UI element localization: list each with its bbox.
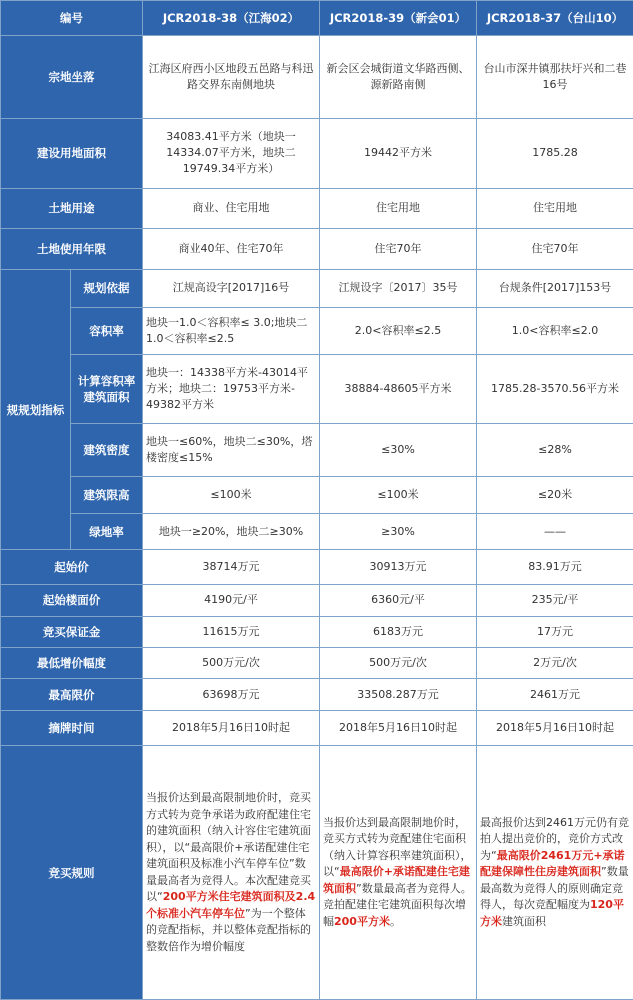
rules-col2-text [323, 815, 473, 931]
height-col1: ≤100米 [143, 476, 320, 513]
rules-col3-part3: 建筑面积 [502, 914, 546, 928]
usage-col1: 商业、住宅用地 [143, 188, 320, 229]
density-col3: ≤28% [477, 423, 633, 476]
location-col2: 新会区会城街道文华路西侧、源新路南侧 [320, 35, 477, 119]
deposit-col3: 17万元 [477, 616, 633, 648]
rules-col3 [477, 746, 633, 1000]
increment-col3: 2万元/次 [477, 648, 633, 679]
usage-col3: 住宅用地 [477, 188, 633, 229]
gfa-col2: 38884-48605平方米 [320, 354, 477, 423]
rules-col3-highlight2: 120平方米 [480, 898, 624, 928]
rules-col2-highlight1: 最高限价+承诺配建住宅建筑面积 [323, 865, 470, 895]
area-col1: 34083.41平方米（地块一14334.07平方米，地块二19749.34平方米） [143, 119, 320, 188]
density-col1: 地块一≤60%，地块二≤30%，塔楼密度≤15% [143, 423, 320, 476]
location-col1: 江海区府西小区地段五邑路与科迅路交界东南侧地块 [143, 35, 320, 119]
rules-col1-highlight: 200平方米住宅建筑面积及2.4个标准小汽车停车位 [146, 890, 316, 920]
green-col1: 地块一≥20%，地块二≥30% [143, 513, 320, 550]
deposit-col1: 11615万元 [143, 616, 320, 648]
label-rules: 竞买规则 [1, 746, 143, 1000]
rules-col2-part1: 当报价达到最高限制地价时，竞买方式转为竞配建住宅面积（纳入计算容积率建筑面积），以“ [323, 815, 472, 879]
rules-col1-part1: 当报价达到最高限制地价时，竞买方式转为竞争承诺为政府配建住宅的建筑面积（纳入计容住宅建筑面积），以“最高限价+承诺配建住宅建筑面积及标准小汽车停车位”数量最高者为竞得人。本次配建竞买以“ [146, 791, 311, 904]
max-price-col2: 33508.287万元 [320, 678, 477, 711]
label-floor-price: 起始楼面价 [1, 585, 143, 617]
row-area [1, 119, 633, 188]
rules-col2-highlight2: 200平方米 [334, 914, 390, 928]
label-gfa: 计算容积率建筑面积 [71, 354, 143, 423]
term-col1: 商业40年、住宅70年 [143, 229, 320, 270]
density-col2: ≤30% [320, 423, 477, 476]
header-label: 编号 [1, 1, 143, 36]
increment-col2: 500万元/次 [320, 648, 477, 679]
row-start-price [1, 550, 633, 585]
label-usage: 土地用途 [1, 188, 143, 229]
listing-time-col2: 2018年5月16日10时起 [320, 711, 477, 746]
basis-col3: 台规条件[2017]153号 [477, 270, 633, 308]
label-planning-group: 规规划指标 [1, 270, 71, 550]
label-listing-time: 摘牌时间 [1, 711, 143, 746]
label-planning-basis: 规划依据 [71, 270, 143, 308]
header-col-taiShan10: JCR2018-37（台山10） [477, 1, 633, 36]
basis-col2: 江规设字〔2017〕35号 [320, 270, 477, 308]
rules-col1-part2: ”为一个整体的竞配指标，并以整体竞配指标的整数倍作为增价幅度 [146, 906, 311, 953]
term-col2: 住宅70年 [320, 229, 477, 270]
header-col-jiangHai02: JCR2018-38（江海02） [143, 1, 320, 36]
row-far [1, 307, 633, 354]
label-max-price: 最高限价 [1, 678, 143, 711]
start-price-col3: 83.91万元 [477, 550, 633, 585]
location-col3: 台山市深井镇那扶圩兴和二巷16号 [477, 35, 633, 119]
usage-col2: 住宅用地 [320, 188, 477, 229]
label-deposit: 竞买保证金 [1, 616, 143, 648]
row-listing-time [1, 711, 633, 746]
rules-col1-text [146, 790, 316, 955]
floor-price-col2: 6360元/平 [320, 585, 477, 617]
row-rules [1, 746, 633, 1000]
area-col2: 19442平方米 [320, 119, 477, 188]
rules-col1 [143, 746, 320, 1000]
label-location: 宗地坐落 [1, 35, 143, 119]
row-planning-basis [1, 270, 633, 308]
row-deposit [1, 616, 633, 648]
green-col2: ≥30% [320, 513, 477, 550]
max-price-col1: 63698万元 [143, 678, 320, 711]
row-location [1, 35, 633, 119]
area-col3: 1785.28 [477, 119, 633, 188]
row-increment [1, 648, 633, 679]
term-col3: 住宅70年 [477, 229, 633, 270]
label-increment: 最低增价幅度 [1, 648, 143, 679]
listing-time-col3: 2018年5月16日10时起 [477, 711, 633, 746]
green-col3: —— [477, 513, 633, 550]
header-col-xinHui01: JCR2018-39（新会01） [320, 1, 477, 36]
row-max-price [1, 678, 633, 711]
label-density: 建筑密度 [71, 423, 143, 476]
rules-col2-part2: ”数量最高者为竞得人。竞拍配建住宅建筑面积每次增幅 [323, 881, 472, 928]
far-col2: 2.0<容积率≤2.5 [320, 307, 477, 354]
label-far: 容积率 [71, 307, 143, 354]
start-price-col1: 38714万元 [143, 550, 320, 585]
basis-col1: 江规高设字[2017]16号 [143, 270, 320, 308]
gfa-col3: 1785.28-3570.56平方米 [477, 354, 633, 423]
increment-col1: 500万元/次 [143, 648, 320, 679]
header-row [1, 1, 633, 36]
row-floor-price [1, 585, 633, 617]
label-start-price: 起始价 [1, 550, 143, 585]
deposit-col2: 6183万元 [320, 616, 477, 648]
rules-col3-highlight1: 最高限价2461万元+承诺配建保障性住房建筑面积 [480, 848, 625, 879]
row-green [1, 513, 633, 550]
far-col3: 1.0<容积率≤2.0 [477, 307, 633, 354]
row-usage [1, 188, 633, 229]
rules-col3-part1: 最高报价达到2461万元仍有竞拍人提出竞价的，竞价方式改为“ [480, 815, 629, 862]
height-col2: ≤100米 [320, 476, 477, 513]
floor-price-col3: 235元/平 [477, 585, 633, 617]
height-col3: ≤20米 [477, 476, 633, 513]
rules-col3-text [480, 815, 630, 931]
start-price-col2: 30913万元 [320, 550, 477, 585]
rules-col3-part2: ”数量最高数为竞得人的原则确定竞得人，每次竞配幅度为 [480, 865, 629, 912]
rules-col2-part3: 。 [389, 914, 401, 928]
row-term [1, 229, 633, 270]
rules-col2 [320, 746, 477, 1000]
floor-price-col1: 4190元/平 [143, 585, 320, 617]
max-price-col3: 2461万元 [477, 678, 633, 711]
row-gfa [1, 354, 633, 423]
label-green: 绿地率 [71, 513, 143, 550]
row-density [1, 423, 633, 476]
label-term: 土地使用年限 [1, 229, 143, 270]
far-col1: 地块一1.0＜容积率≤ 3.0;地块二1.0＜容积率≤2.5 [143, 307, 320, 354]
label-area: 建设用地面积 [1, 119, 143, 188]
gfa-col1: 地块一：14338平方米-43014平方米；地块二：19753平方米- 49382平方米 [143, 354, 320, 423]
row-height [1, 476, 633, 513]
label-height: 建筑限高 [71, 476, 143, 513]
listing-time-col1: 2018年5月16日10时起 [143, 711, 320, 746]
